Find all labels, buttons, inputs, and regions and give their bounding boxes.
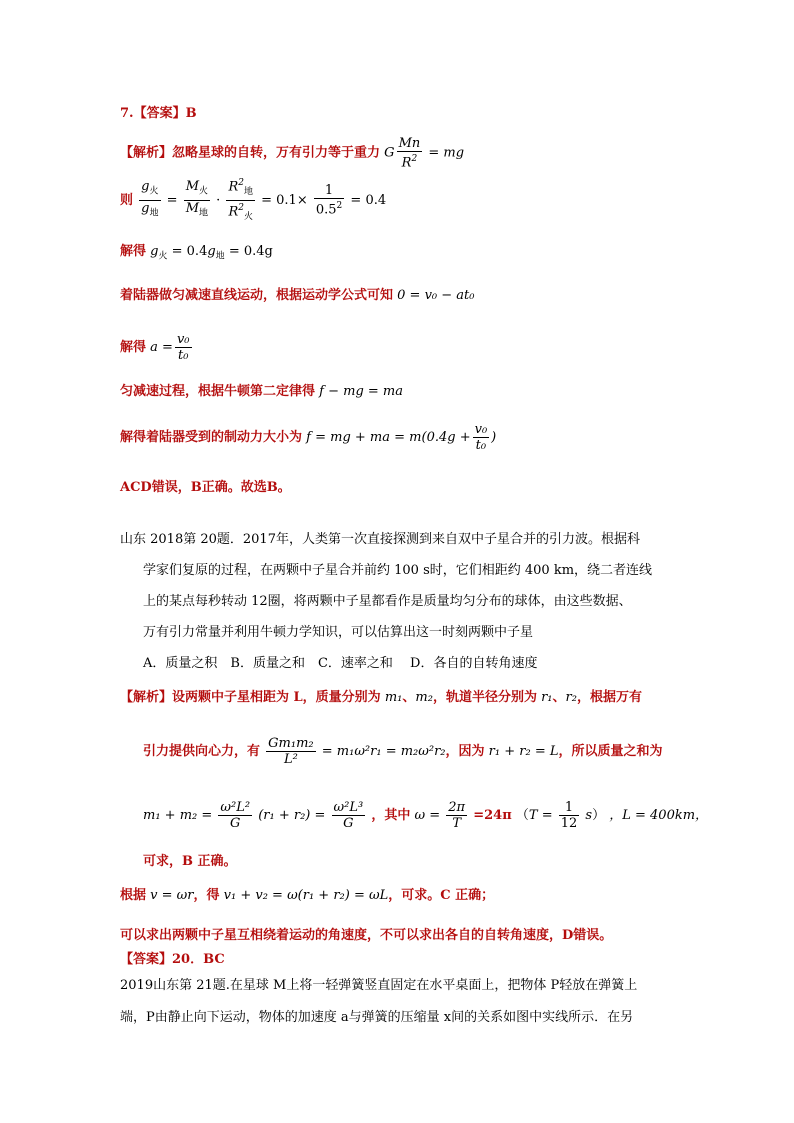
fraction: $\frac{\text{ω²L³}}{G}$ [333,800,364,831]
q20-stem-line3: 上的某点每秒转动 12圈，将两颗中子星都看作是质量均匀分布的球体，由这些数据、 [143,594,632,609]
fraction-half: $\frac{1}{0.5^2}$ [315,183,343,218]
fraction: $\frac{1}{12}$ [560,800,578,831]
q7-analysis-line5: 解得 a = $\frac{\text{v₀}}{\text{t₀}}$ [120,332,190,363]
fraction: $\frac{\text{Gm₁m₂}}{\text{L²}}$ [268,736,314,767]
fraction-M: $\frac{M_火}{M_地}$ [185,179,209,219]
q20-analysis-line2: 引力提供向心力，有 $\frac{\text{Gm₁m₂}}{\text{L²}}$ = m₁ω²r₁ = m₂ω²r₂，因为 r₁ + r₂ = L，所以质量之和为 [143,736,663,767]
analysis-tag: 【解析】 [120,145,173,161]
fraction: $\frac{\text{ω²L²}}{G}$ [220,800,251,831]
analysis-tag: 【解析】 [120,690,173,705]
q7-analysis-line6: 匀减速过程，根据牛顿第二定律得 f − mg = ma [120,384,404,399]
q20-stem-line1: 山东 2018第 20题．2017年，人类第一次直接探测到来自双中子星合并的引力波。根据科 [120,532,640,547]
q20-analysis-line6: 可以求出两颗中子星互相绕着运动的角速度，不可以求出各自的自转角速度，D错误。 [120,928,613,943]
q20-analysis-line5: 根据 v = ωr，得 v₁ + v₂ = ω(r₁ + r₂) = ωL，可求。C 正确； [120,888,495,903]
q21-stem-line2: 端，P由静止向下运动，物体的加速度 a与弹簧的压缩量 x间的关系如图中实线所示．在另 [120,1010,634,1025]
q7-analysis-line2: 则 $\frac{g_火}{g_地}$ = $\frac{M_火}{M_地}$ · $\frac{R^2_地}{R^2_火}$ = 0.1× $\frac{1}{0.5^2}$ = 0.4 [120,176,386,216]
q7-conclusion: ACD错误，B正确。故选B。 [120,480,291,495]
q20-analysis-line4: 可求，B 正确。 [143,854,237,869]
q20-stem-line2: 学家们复原的过程，在两颗中子星合并前约 100 s时，它们相距约 400 km，绕二者连线 [143,563,653,578]
fraction: $\frac{2\pi}{T}$ [448,800,466,831]
fraction: $\frac{Mn}{R^2}$ [398,136,421,171]
q7-analysis-line3: 解得 $g_火 = 0.4g_地 = 0.4g$ [120,244,273,262]
fraction-R: $\frac{R^2_地}{R^2_火}$ [228,178,253,222]
fraction: $\frac{\text{v₀}}{\text{t₀}}$ [474,422,488,453]
q20-stem-line4: 万有引力常量并利用牛顿力学知识，可以估算出这一时刻两颗中子星 [143,625,534,640]
q20-options: A．质量之积 B．质量之和 C．速率之和 D．各自的自转角速度 [143,656,538,671]
q7-analysis-line1: 【解析】忽略星球的自转，万有引力等于重力 G $\frac{Mn}{R^2}$ = mg [120,136,465,171]
q20-analysis-line3: m₁ + m₂ = $\frac{\text{ω²L²}}{G}$ (r₁ + r₂) = $\frac{\text{ω²L³}}{G}$ ，其中 ω = $\frac{2\pi}{T}$ =24π （T = $\frac{1}{12}$ s） ，L = 400km， [143,800,709,831]
fraction: $\frac{\text{v₀}}{\text{t₀}}$ [176,332,190,363]
q20-answer: 【答案】20．BC [120,952,225,967]
q21-stem-line1: 2019山东第 21题.在星球 M上将一轻弹簧竖直固定在水平桌面上，把物体 P轻放在弹簧上 [120,978,638,993]
q7-analysis-line4: 着陆器做匀减速直线运动，根据运动学公式可知 0 = v₀ − at₀ [120,288,475,303]
fraction-g: $\frac{g_火}{g_地}$ [141,179,159,219]
q7-answer: 7.【答案】B [120,106,197,121]
q7-analysis-line7: 解得着陆器受到的制动力大小为 f = mg + ma = m(0.4g + $\frac{\text{v₀}}{\text{t₀}}$ ) [120,422,497,453]
q20-analysis-line1: 【解析】设两颗中子星相距为 L，质量分别为 m₁、m₂，轨道半径分别为 r₁、r₂，根据万有 [120,690,642,705]
